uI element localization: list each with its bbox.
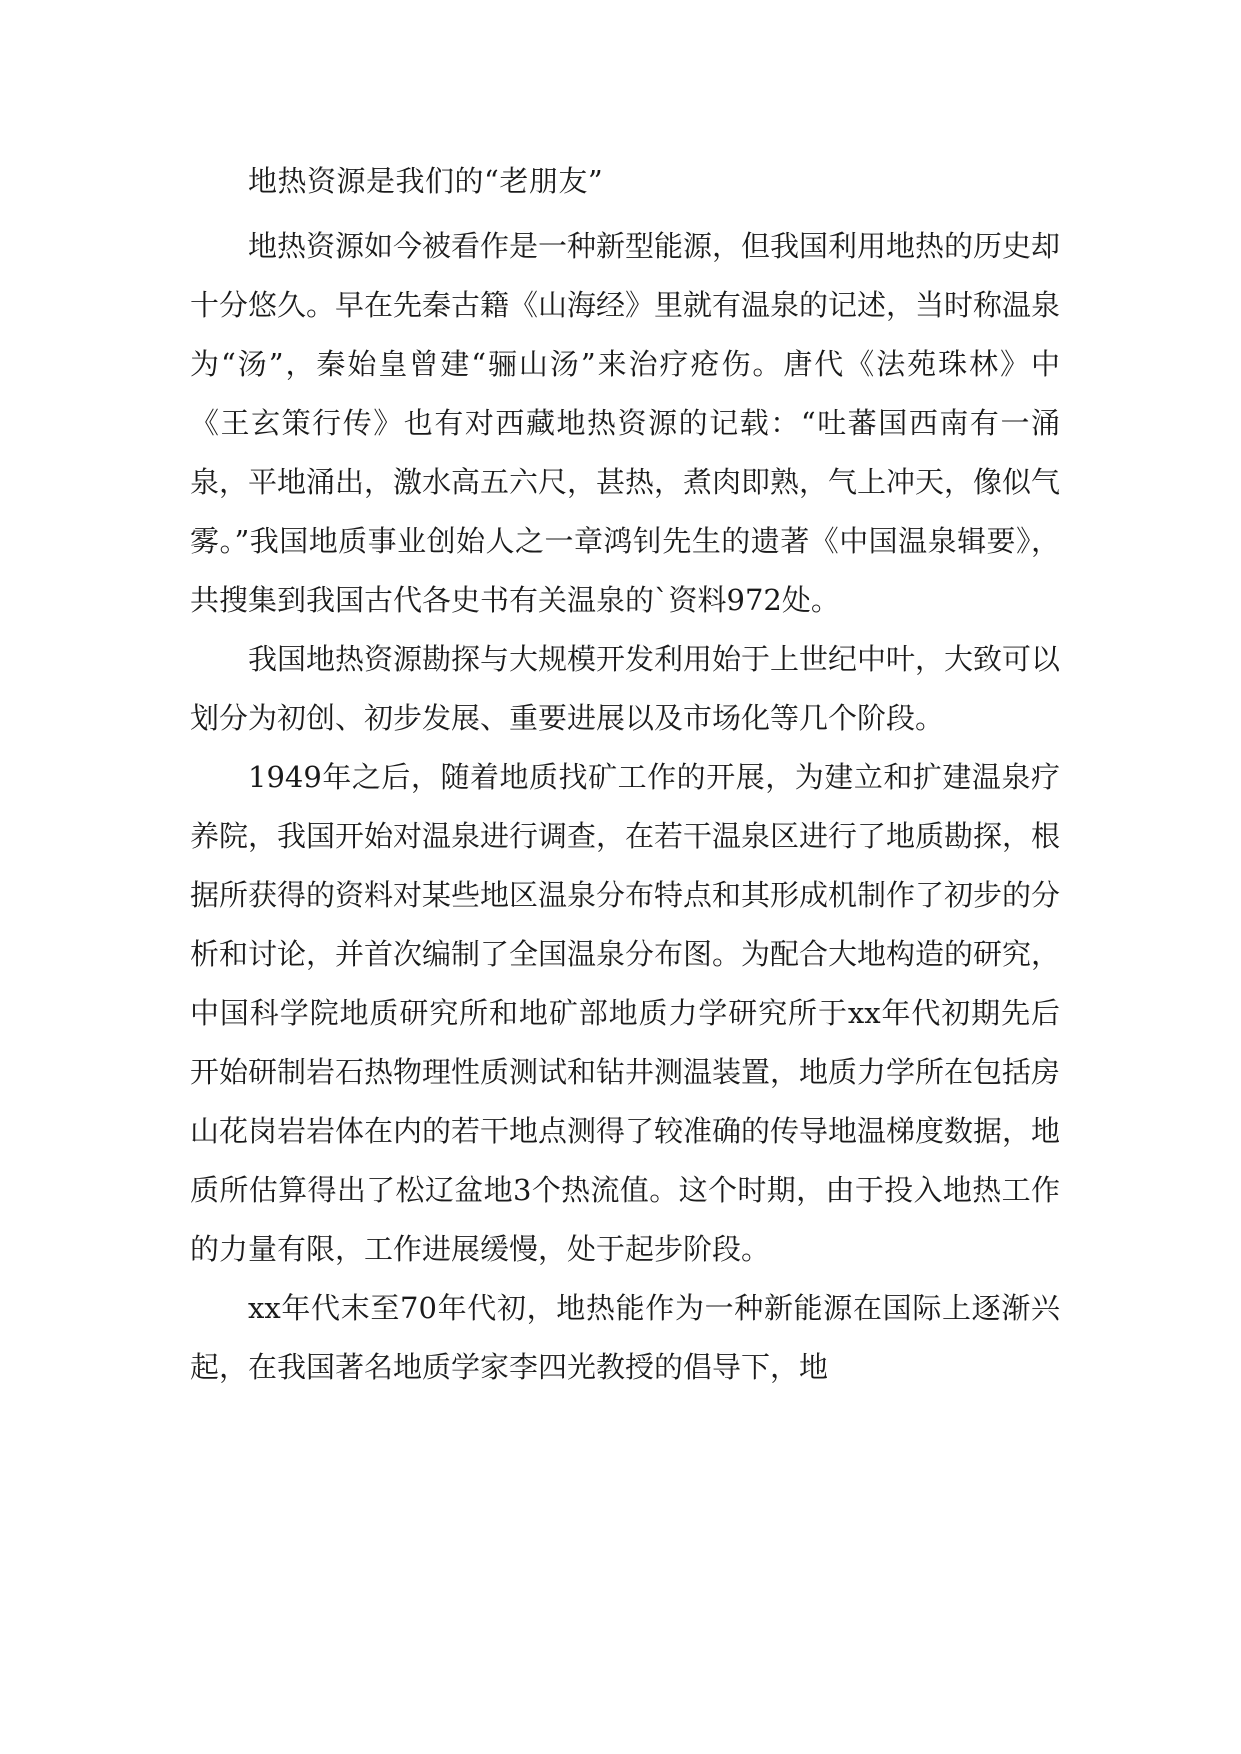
paragraph-history: 地热资源如今被看作是一种新型能源，但我国利用地热的历史却十分悠久。早在先秦古籍《山海经》里就有温泉的记述，当时称温泉为“汤”，秦始皇曾建“骊山汤”来治疗疮伤。唐代《法苑珠林》中《王玄策行传》也有对西藏地热资源的记载：“吐蕃国西南有一涌泉，平地涌出，激水高五六尺，甚热，煮肉即熟，气上冲天，像似气雾。”我国地质事业创始人之一章鸿钊先生的遗著《中国温泉辑要》，共搜集到我国古代各史书有关温泉的`资料972处。 — [190, 229, 1061, 617]
document-title: 地热资源是我们的“老朋友” — [248, 164, 604, 198]
paragraph-1970s: xx年代末至70年代初，地热能作为一种新能源在国际上逐渐兴起，在我国著名地质学家李四光教授的倡导下，地 — [190, 1291, 1060, 1384]
document-body — [190, 152, 1060, 1397]
paragraph-1949: 1949年之后，随着地质找矿工作的开展，为建立和扩建温泉疗养院，我国开始对温泉进行调查，在若干温泉区进行了地质勘探，根据所获得的资料对某些地区温泉分布特点和其形成机制作了初步的分析和讨论，并首次编制了全国温泉分布图。为配合大地构造的研究，中国科学院地质研究所和地矿部地质力学研究所于xx年代初期先后开始研制岩石热物理性质测试和钻井测温装置，地质力学所在包括房山花岗岩岩体在内的若干地点测得了较准确的传导地温梯度数据，地质所估算得出了松辽盆地3个热流值。这个时期，由于投入地热工作的力量有限，工作进展缓慢，处于起步阶段。 — [190, 760, 1061, 1266]
paragraph-stages: 我国地热资源勘探与大规模开发利用始于上世纪中叶，大致可以划分为初创、初步发展、重要进展以及市场化等几个阶段。 — [190, 642, 1061, 735]
